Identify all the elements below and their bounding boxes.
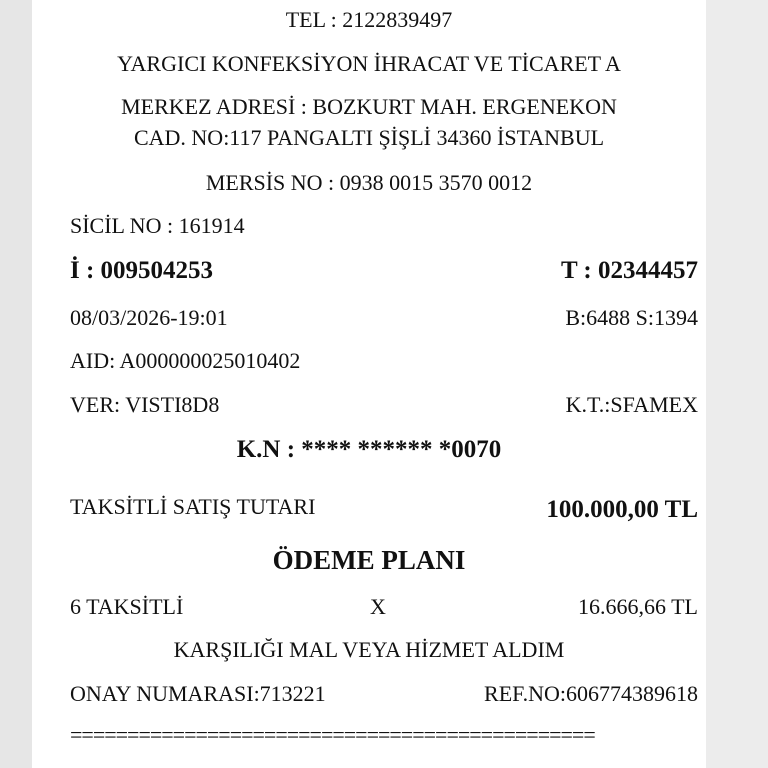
acknowledgement-line: KARŞILIĞI MAL VEYA HİZMET ALDIM — [173, 637, 565, 662]
transaction-datetime: 08/03/2026-19:01 — [70, 305, 228, 330]
card-type: K.T.:SFAMEX — [565, 392, 698, 417]
sicil-number: SİCİL NO : 161914 — [70, 213, 245, 238]
terminal-id: T : 02344457 — [560, 257, 698, 284]
installment-amount: 16.666,66 TL — [578, 594, 698, 619]
version-value: VER: VISTI8D8 — [70, 392, 220, 417]
batch-sequence: B:6488 S:1394 — [565, 305, 698, 330]
sale-label: TAKSİTLİ SATIŞ TUTARI — [70, 494, 316, 519]
address-line-2: CAD. NO:117 PANGALTI ŞİŞLİ 34360 İSTANBUL — [133, 125, 605, 150]
tel-line: TEL : 2122839497 — [285, 7, 453, 32]
address-line-1: MERKEZ ADRESİ : BOZKURT MAH. ERGENEKON — [121, 94, 617, 119]
card-number: K.N : **** ****** *0070 — [236, 436, 502, 463]
payment-plan-title: ÖDEME PLANI — [272, 545, 466, 575]
sale-amount: 100.000,00 TL — [546, 496, 698, 523]
company-name: YARGICI KONFEKSİYON İHRACAT VE TİCARET A — [117, 51, 621, 76]
background-left — [0, 0, 32, 768]
installment-count: 6 TAKSİTLİ — [70, 594, 184, 619]
installment-multiplier: X — [370, 594, 386, 619]
separator-line: ============================================== — [70, 722, 595, 747]
background-right — [706, 0, 768, 768]
receipt-paper — [32, 0, 706, 768]
approval-number: ONAY NUMARASI:713221 — [70, 681, 326, 706]
merchant-id: İ : 009504253 — [70, 257, 214, 284]
aid-value: AID: A000000025010402 — [70, 348, 301, 373]
reference-number: REF.NO:606774389618 — [484, 681, 698, 706]
mersis-number: MERSİS NO : 0938 0015 3570 0012 — [205, 170, 533, 195]
